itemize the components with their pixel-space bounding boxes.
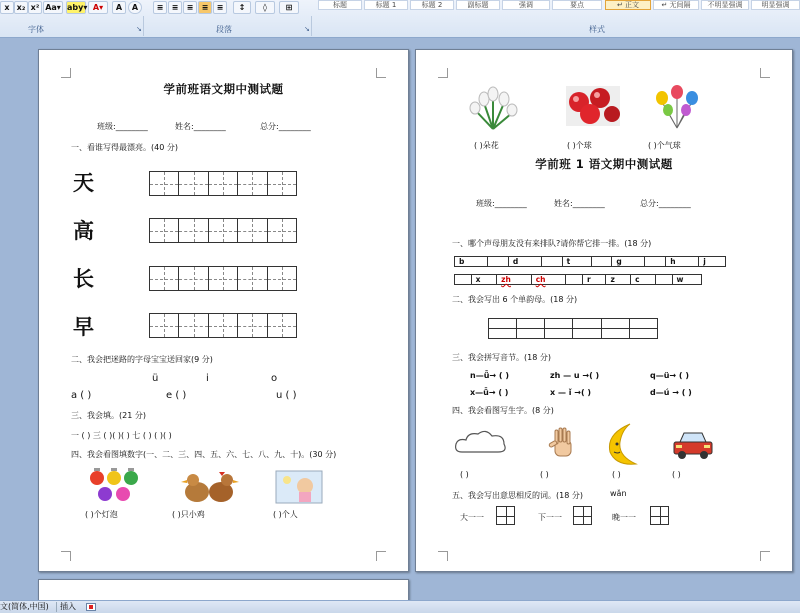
page-title: 学前班语文期中测试题 — [163, 82, 284, 96]
hand-image — [546, 426, 580, 460]
spelling-item: q—ü→ ( ) — [650, 371, 690, 380]
strikethrough-button[interactable]: x — [0, 1, 14, 14]
image-caption: ( )个灯泡 — [85, 510, 118, 519]
initial-cell: zh — [497, 275, 532, 285]
paragraph-dialog-launcher[interactable]: ↘ — [304, 25, 310, 33]
spelling-item: x — ǐ →( ) — [550, 388, 592, 397]
style-no-spacing[interactable]: ↵ 无间隔 — [653, 0, 699, 10]
margin-corner — [376, 551, 386, 561]
subscript-button[interactable]: x₂ — [14, 1, 28, 14]
question-3: 三、我会拼写音节。(18 分) — [452, 353, 551, 362]
score-field: 总分:________ — [640, 199, 691, 208]
letter-group: e ( ) — [166, 390, 187, 401]
writing-grid — [149, 218, 297, 243]
margin-corner — [61, 68, 71, 78]
letter-group: a ( ) — [71, 390, 92, 401]
question-4: 四、我会看图填数字(一、二、三、四、五、六、七、八、九、十)。(30 分) — [71, 450, 337, 459]
antonym-prompt: 晚一一 — [612, 513, 636, 522]
status-divider — [56, 602, 57, 612]
question-4: 四、我会看图写生字。(8 分) — [452, 406, 554, 415]
initial-cell: b — [455, 257, 488, 267]
style-subtitle[interactable]: 副标题 — [456, 0, 500, 10]
image-caption: ( )只小鸡 — [172, 510, 205, 519]
style-heading-1[interactable]: 标题 1 — [364, 0, 408, 10]
margin-corner — [438, 68, 448, 78]
page-1[interactable] — [38, 49, 409, 572]
initial-cell: w — [672, 275, 701, 285]
line-spacing-button[interactable]: ↕ — [233, 1, 251, 14]
car-image — [672, 430, 714, 460]
font-group-label: 字体 — [28, 25, 44, 34]
spelling-item: x—ǖ→ ( ) — [470, 388, 509, 397]
letter-i: i — [206, 373, 209, 384]
question-1: 一、哪个声母朋友没有来排队?请你帮它排一排。(18 分) — [452, 239, 652, 248]
initial-cell — [591, 257, 612, 267]
enclose-character-button[interactable]: A — [128, 1, 142, 14]
style-subtle-emphasis[interactable]: 不明显强调 — [701, 0, 749, 10]
margin-corner — [438, 551, 448, 561]
antonym-prompt: 大一一 — [460, 513, 484, 522]
justify-button[interactable]: ≡ — [198, 1, 212, 14]
balloons-image — [652, 82, 702, 130]
image-caption: ( )个人 — [273, 510, 298, 519]
vowel-grid — [488, 318, 658, 339]
practice-char: 早 — [73, 315, 94, 339]
font-color-button[interactable]: A▾ — [88, 1, 108, 14]
flowers-image — [464, 83, 522, 131]
person-picture-image — [275, 470, 323, 504]
borders-button[interactable]: ⊞ — [279, 1, 299, 14]
image-caption: ( )个球 — [567, 141, 592, 150]
style-heading-2[interactable]: 标题 2 — [410, 0, 454, 10]
writing-grid — [149, 313, 297, 338]
insert-mode-indicator[interactable]: 插入 — [60, 602, 76, 611]
styles-group-label: 样式 — [589, 25, 605, 34]
align-left-button[interactable]: ≡ — [153, 1, 167, 14]
image-caption: ( )朵花 — [474, 141, 499, 150]
initial-cell — [488, 257, 509, 267]
image-caption: ( )个气球 — [648, 141, 681, 150]
initials-row-2 — [454, 274, 702, 285]
chicks-image — [179, 470, 239, 506]
initial-cell — [655, 275, 672, 285]
antonym-prompt: 下一一 — [538, 513, 562, 522]
initial-cell: r — [583, 275, 606, 285]
character-shading-button[interactable]: A — [112, 1, 126, 14]
initial-cell — [645, 257, 666, 267]
name-field: 姓名:________ — [554, 199, 605, 208]
style-normal[interactable]: ↵ 正文 — [605, 0, 651, 10]
writing-box — [573, 506, 592, 525]
ribbon — [0, 0, 800, 38]
font-dialog-launcher[interactable]: ↘ — [136, 25, 142, 33]
margin-corner — [376, 68, 386, 78]
align-center-button[interactable]: ≡ — [168, 1, 182, 14]
writing-box — [650, 506, 669, 525]
initial-cell: c — [631, 275, 656, 285]
spelling-item: n—ǖ→ ( ) — [470, 371, 509, 380]
answer-blank: ( ) — [672, 470, 681, 479]
document-workspace[interactable] — [0, 38, 800, 600]
cloud-image — [454, 428, 508, 460]
practice-char: 高 — [73, 219, 94, 243]
initial-cell — [541, 257, 562, 267]
letter-group: u ( ) — [276, 390, 297, 401]
superscript-button[interactable]: x² — [28, 1, 42, 14]
group-divider — [311, 16, 312, 36]
moon-image — [600, 422, 644, 468]
distribute-button[interactable]: ≡ — [213, 1, 227, 14]
answer-blank: ( ) — [460, 470, 469, 479]
style-emphasis[interactable]: 强调 — [502, 0, 550, 10]
number-sequence: 一 ( ) 三 ( )( )( ) 七 ( ) ( )( ) — [71, 431, 172, 440]
score-field: 总分:________ — [260, 122, 311, 131]
margin-corner — [760, 551, 770, 561]
page-title: 学前班 1 语文期中测试题 — [535, 157, 673, 171]
letter-o: o — [271, 373, 278, 384]
question-5: 五、我会写出意思相反的词。(18 分) — [452, 491, 583, 500]
answer-blank: ( ) — [612, 470, 621, 479]
paragraph-group-label: 段落 — [216, 25, 232, 34]
change-case-button[interactable]: Aa▾ — [43, 1, 63, 14]
initial-cell — [455, 275, 472, 285]
practice-char: 长 — [73, 267, 94, 291]
style-title[interactable]: 标题 — [318, 0, 362, 10]
group-divider — [143, 16, 144, 36]
class-field: 班级:________ — [476, 199, 527, 208]
pinyin-hint: wǎn — [610, 489, 627, 498]
question-3: 三、我会填。(21 分) — [71, 411, 146, 420]
align-right-button[interactable]: ≡ — [183, 1, 197, 14]
writing-box — [496, 506, 515, 525]
macro-record-icon[interactable] — [86, 603, 96, 611]
style-intense-emphasis[interactable]: 明显强调 — [751, 0, 800, 10]
question-1: 一、看谁写得最漂亮。(40 分) — [71, 143, 178, 152]
status-bar — [0, 600, 800, 613]
writing-grid — [149, 266, 297, 291]
spelling-item: zh — u →( ) — [550, 371, 600, 380]
language-indicator[interactable]: 文(简体,中国) — [0, 602, 49, 611]
initials-row-1 — [454, 256, 726, 267]
page-2[interactable] — [415, 49, 793, 572]
style-strong[interactable]: 要点 — [552, 0, 602, 10]
initial-cell: ch — [531, 275, 566, 285]
class-field: 班级:________ — [97, 122, 148, 131]
spelling-item: d—ú → ( ) — [650, 388, 692, 397]
shading-button[interactable]: ◊ — [255, 1, 275, 14]
highlight-button[interactable]: aby▾ — [67, 3, 88, 12]
initial-cell: z — [606, 275, 631, 285]
initial-cell — [566, 275, 583, 285]
initial-cell: h — [666, 257, 699, 267]
practice-char: 天 — [73, 171, 94, 195]
margin-corner — [61, 551, 71, 561]
answer-blank: ( ) — [540, 470, 549, 479]
initial-cell: d — [508, 257, 541, 267]
name-field: 姓名:________ — [175, 122, 226, 131]
margin-corner — [760, 68, 770, 78]
initial-cell: t — [562, 257, 591, 267]
initial-cell: x — [471, 275, 497, 285]
initial-cell: j — [699, 257, 726, 267]
question-2: 二、我会把迷路的字母宝宝送回家(9 分) — [71, 355, 213, 364]
light-bulbs-image — [87, 466, 145, 508]
question-2: 二、我会写出 6 个单韵母。(18 分) — [452, 295, 578, 304]
initial-cell: g — [612, 257, 645, 267]
balls-image — [566, 86, 620, 126]
letter-u-umlaut: ü — [152, 373, 159, 384]
writing-grid — [149, 171, 297, 196]
